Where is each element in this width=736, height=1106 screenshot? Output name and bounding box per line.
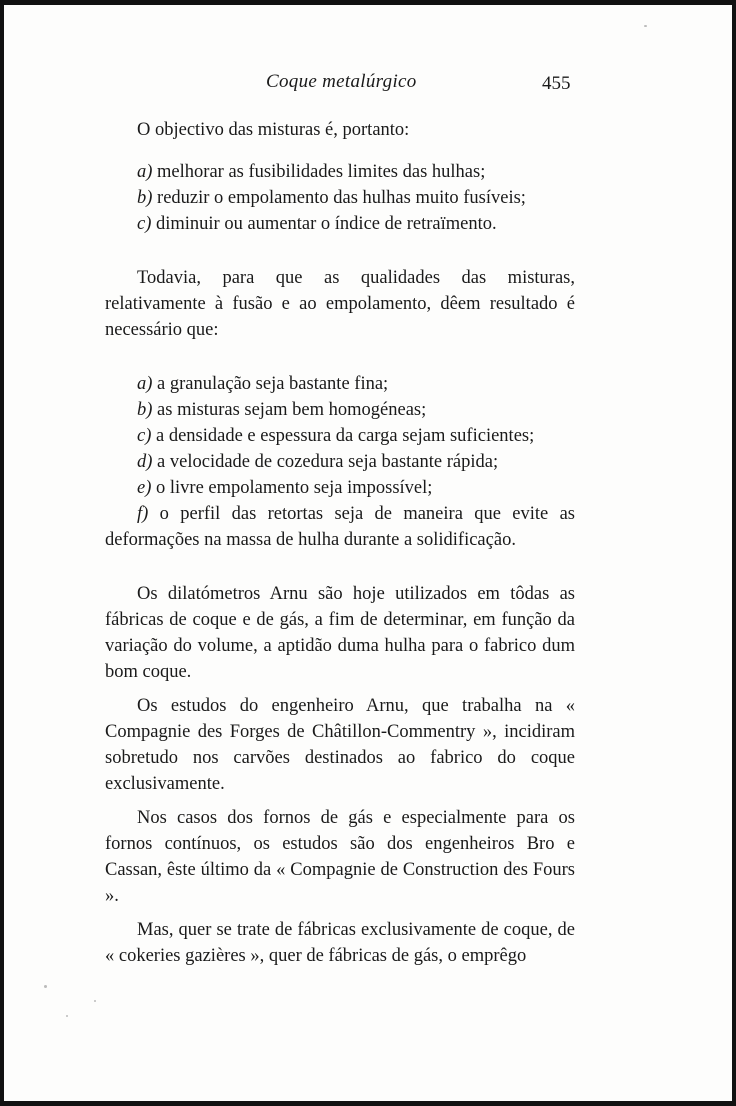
list-item bbox=[105, 211, 575, 237]
scan-speck bbox=[94, 1000, 96, 1002]
list-label: e) bbox=[137, 478, 152, 498]
list-item bbox=[105, 397, 575, 423]
list-text: a densidade e espessura da carga sejam suficientes; bbox=[151, 426, 535, 446]
list-label: b) bbox=[137, 400, 153, 420]
intro-sentence: O objectivo das misturas é, portanto: bbox=[137, 120, 410, 140]
list-item bbox=[105, 185, 575, 211]
list-label: c) bbox=[137, 426, 152, 446]
list-text: a velocidade de cozedura seja bastante rápida; bbox=[152, 452, 499, 472]
list-text: o perfil das retortas seja de maneira que evite as deformações na massa de hulha durante a solidificação. bbox=[105, 504, 575, 550]
list-label: c) bbox=[137, 214, 152, 234]
list-label: a) bbox=[137, 162, 153, 182]
page-number: 455 bbox=[542, 73, 571, 94]
list-text: as misturas sejam bem homogéneas; bbox=[152, 400, 427, 420]
paragraph-dilatometros: Os dilatómetros Arnu são hoje utilizados em tôdas as fábricas de coque e de gás, a fim de determinar, em função da variação do volume, a aptidão duma hulha para o fabrico dum bom coque. bbox=[105, 584, 575, 682]
paragraph-arnu: Os estudos do engenheiro Arnu, que trabalha na « Compagnie des Forges de Châtillon-Commentry », incidiram sobretudo nos carvões destinados ao fabrico do coque exclusivamente. bbox=[105, 696, 575, 794]
list-item bbox=[105, 501, 575, 553]
list-label: d) bbox=[137, 452, 153, 472]
list-text: melhorar as fusibilidades limites das hulhas; bbox=[152, 162, 486, 182]
list-item bbox=[105, 159, 575, 185]
list-item bbox=[105, 423, 575, 449]
list-text: a granulação seja bastante fina; bbox=[152, 374, 389, 394]
page-header bbox=[4, 71, 732, 101]
list-text: reduzir o empolamento das hulhas muito fusíveis; bbox=[152, 188, 526, 208]
conditions-list bbox=[105, 371, 575, 553]
running-title: Coque metalúrgico bbox=[266, 71, 417, 92]
scan-speck bbox=[644, 25, 647, 27]
list-item bbox=[105, 371, 575, 397]
list-text: o livre empolamento seja impossível; bbox=[151, 478, 433, 498]
scan-speck bbox=[44, 985, 47, 988]
list-item bbox=[105, 449, 575, 475]
list-label: b) bbox=[137, 188, 153, 208]
paragraph-todavia: Todavia, para que as qualidades das misturas, relativamente à fusão e ao empolamento, dêem resultado é necessário que: bbox=[105, 268, 575, 340]
list-label: a) bbox=[137, 374, 153, 394]
list-item bbox=[105, 475, 575, 501]
paragraph-mas: Mas, quer se trate de fábricas exclusivamente de coque, de « cokeries gazières », quer de fábricas de gás, o emprêgo bbox=[105, 920, 575, 966]
list-label: f) bbox=[137, 504, 149, 524]
page-body bbox=[105, 117, 575, 969]
objectives-list bbox=[105, 159, 575, 237]
paragraph-fornos: Nos casos dos fornos de gás e especialmente para os fornos contínuos, os estudos são dos engenheiros Bro e Cassan, êste último da « Compagnie de Construction des Fours ». bbox=[105, 808, 575, 906]
scan-speck bbox=[66, 1015, 68, 1017]
list-text: diminuir ou aumentar o índice de retraïmento. bbox=[151, 214, 497, 234]
